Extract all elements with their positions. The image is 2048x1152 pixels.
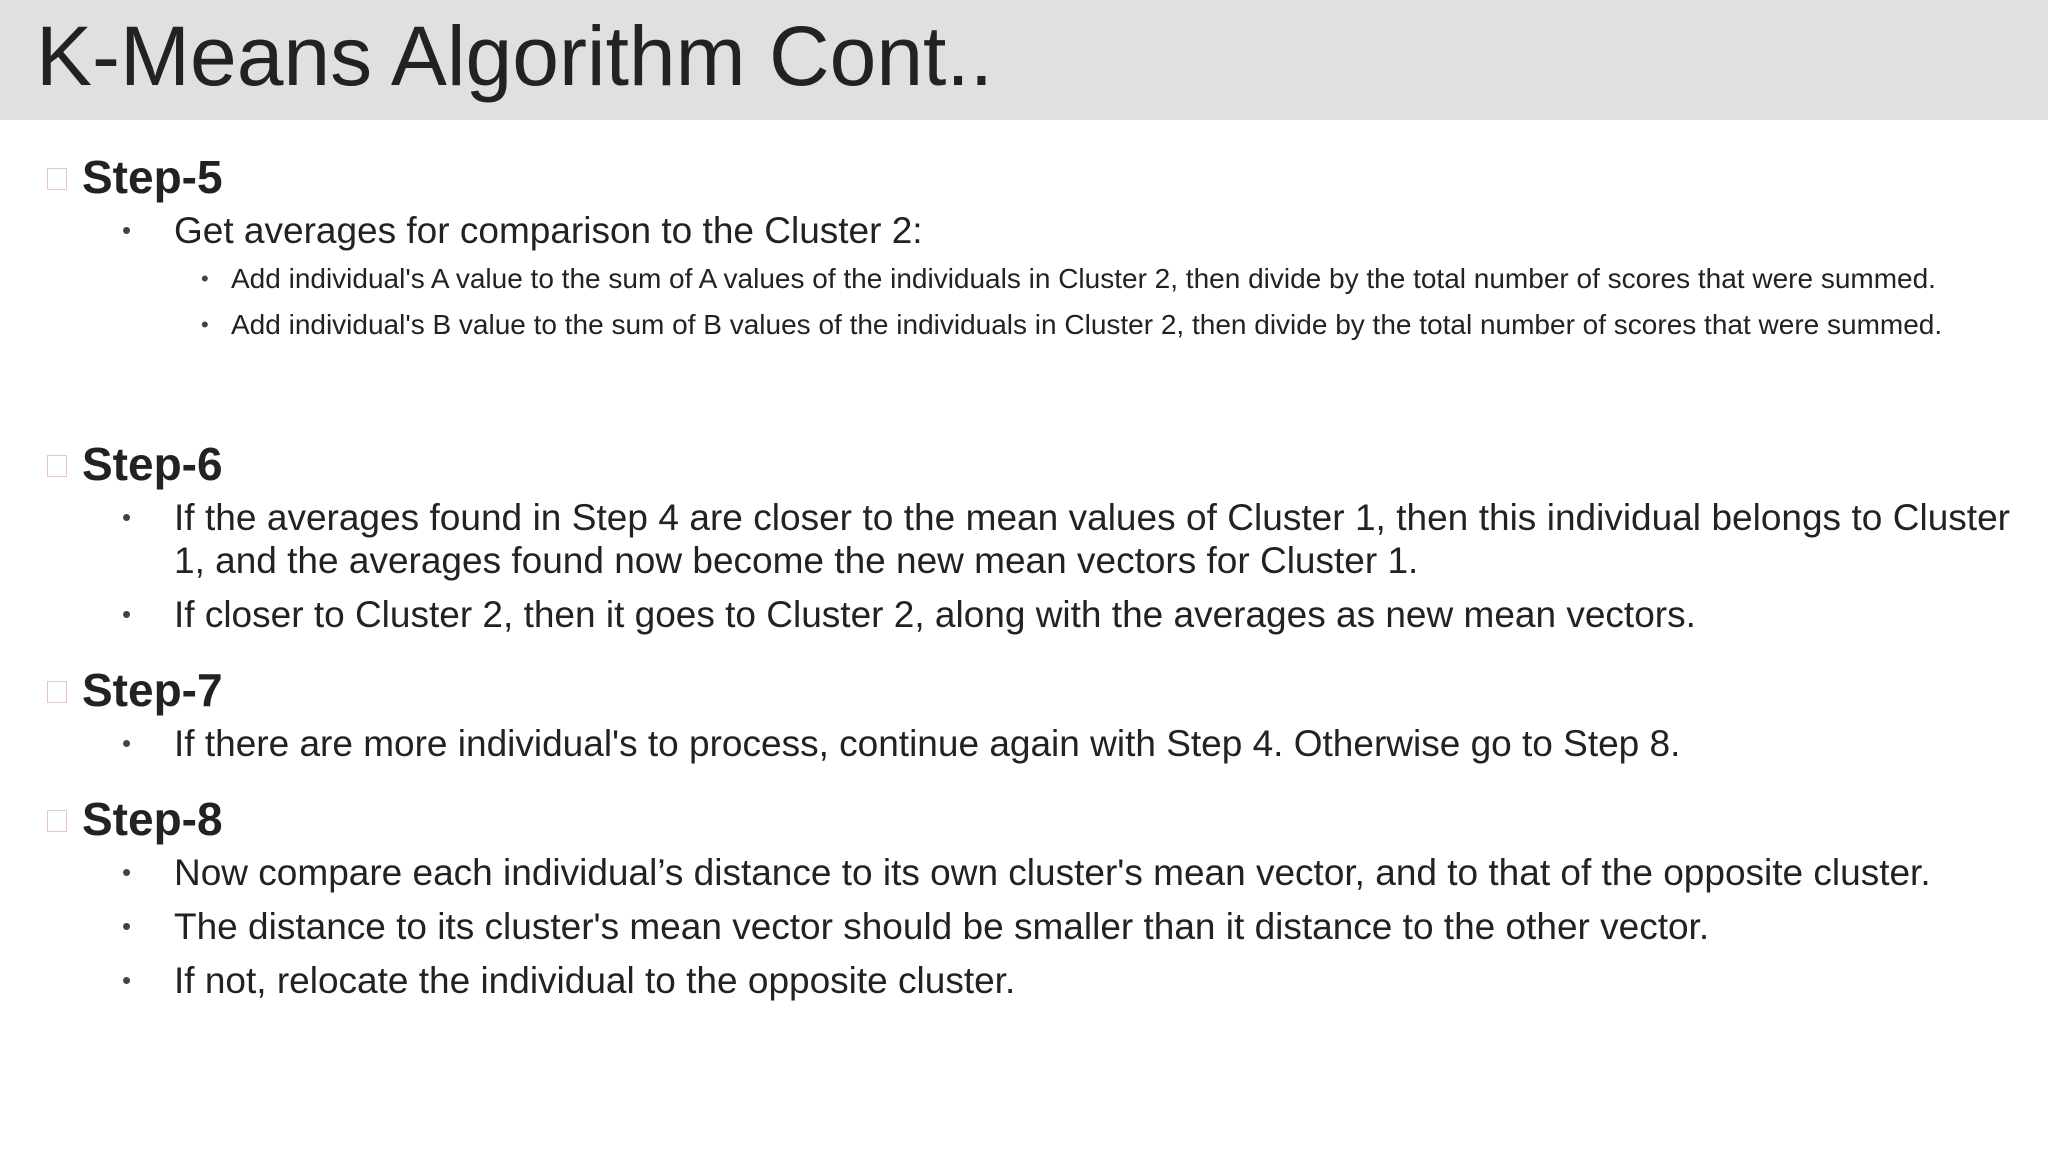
bullet-icon: •: [122, 599, 132, 629]
sub-list-item: [201, 262, 2010, 295]
step-heading: [0, 789, 2048, 849]
sub-list-item-text: Add individual's B value to the sum of B values of the individuals in Cluster 2, then divide by the total number of scores that were summed.: [231, 309, 1943, 340]
step-title: Step-8: [82, 793, 223, 845]
list-item: [122, 496, 2010, 582]
list-item: [122, 593, 2010, 636]
list-item: [122, 722, 2010, 765]
bullet-icon: •: [122, 965, 132, 995]
list-item-text: Get averages for comparison to the Cluster 2:: [174, 210, 923, 251]
checkbox-bullet-icon: [47, 455, 67, 477]
list-item: [122, 209, 2010, 252]
step-heading: [0, 147, 2048, 207]
step-6-section: [0, 434, 2048, 636]
bullet-icon: •: [122, 857, 132, 887]
bullet-icon: •: [122, 911, 132, 941]
step-title: Step-7: [82, 664, 223, 716]
list-item-text: Now compare each individual’s distance to its own cluster's mean vector, and to that of the opposite cluster.: [174, 852, 1931, 893]
list-item-text: If not, relocate the individual to the opposite cluster.: [174, 960, 1016, 1001]
list-item-text: The distance to its cluster's mean vector should be smaller than it distance to the other vector.: [174, 906, 1710, 947]
step-5-section: [0, 147, 2048, 341]
list-item-text: If closer to Cluster 2, then it goes to Cluster 2, along with the averages as new mean vectors.: [174, 594, 1696, 635]
list-item: [122, 905, 2010, 948]
bullet-icon: •: [122, 502, 132, 532]
list-item-text: If there are more individual's to process, continue again with Step 4. Otherwise go to Step 8.: [174, 723, 1681, 764]
checkbox-bullet-icon: [47, 168, 67, 190]
list-item: [122, 959, 2010, 1002]
bullet-icon: •: [201, 266, 209, 291]
bullet-icon: •: [201, 312, 209, 337]
step-heading: [0, 660, 2048, 720]
bullet-icon: •: [122, 728, 132, 758]
sub-list-item: [201, 308, 2010, 341]
list-item-text: If the averages found in Step 4 are closer to the mean values of Cluster 1, then this individual belongs to Cluster 1, and the averages found now become the new mean vectors for Cluster 1.: [174, 497, 2010, 581]
checkbox-bullet-icon: [47, 810, 67, 832]
step-8-section: [0, 789, 2048, 1002]
step-heading: [0, 434, 2048, 494]
step-title: Step-5: [82, 151, 223, 203]
slide-title: K-Means Algorithm Cont..: [36, 9, 994, 103]
list-item: [122, 851, 2010, 894]
step-title: Step-6: [82, 438, 223, 490]
sub-list-item-text: Add individual's A value to the sum of A values of the individuals in Cluster 2, then divide by the total number of scores that were summed.: [231, 263, 1936, 294]
bullet-icon: •: [122, 215, 132, 245]
checkbox-bullet-icon: [47, 681, 67, 703]
step-7-section: [0, 660, 2048, 765]
